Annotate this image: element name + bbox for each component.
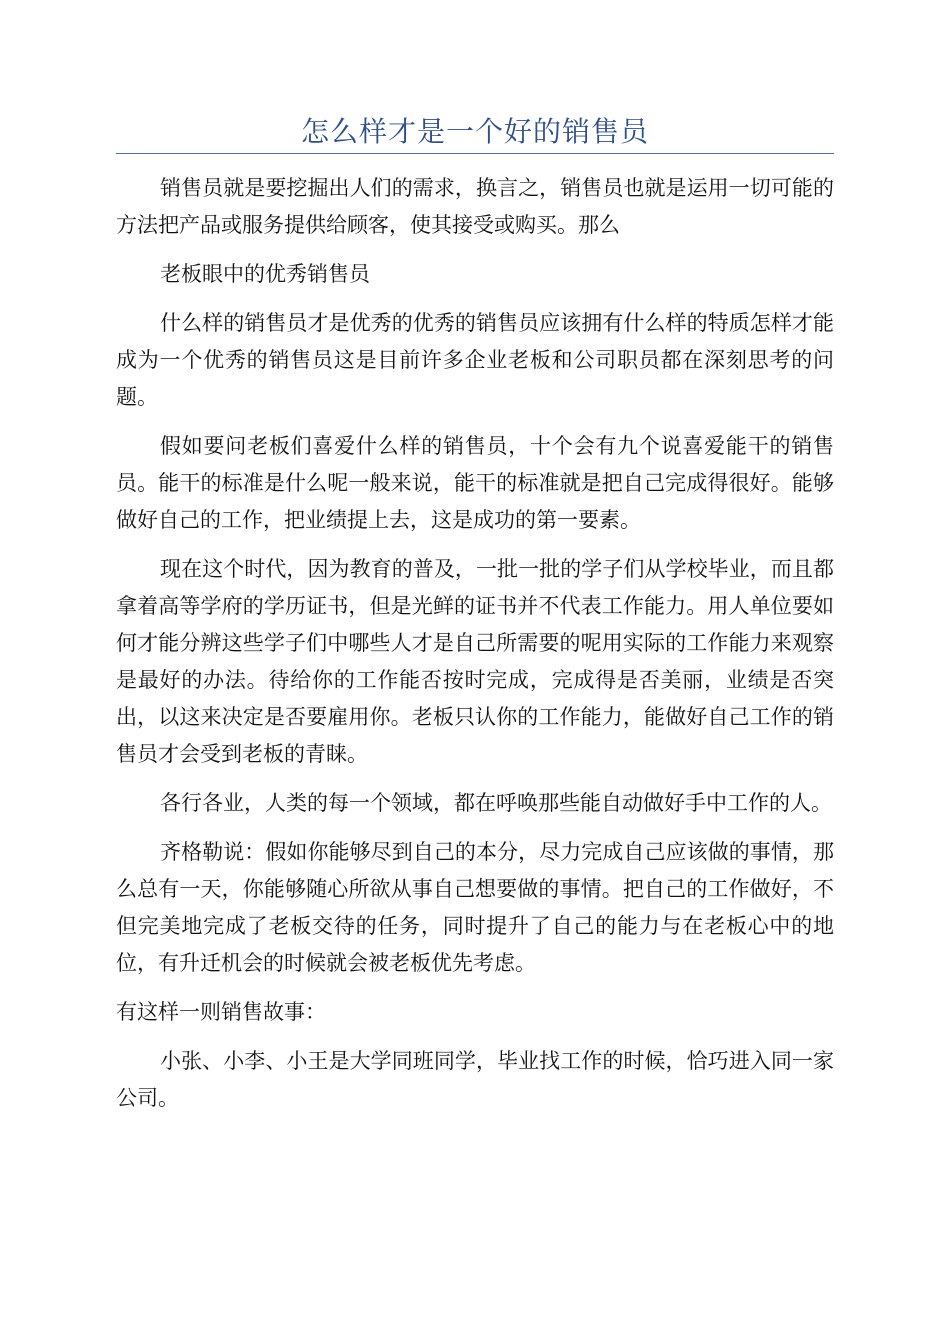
story-intro: 有这样一则销售故事：	[116, 1000, 326, 1024]
document-title: 怎么样才是一个好的销售员	[300, 115, 649, 148]
paragraph: 什么样的销售员才是优秀的优秀的销售员应该拥有什么样的特质怎样才能成为一个优秀的销售员这是目前许多企业老板和公司职员都在深刻思考的问题。	[116, 311, 834, 409]
paragraph: 齐格勒说：假如你能够尽到自己的本分，尽力完成自己应该做的事情，那么总有一天，你能够随心所欲从事自己想要做的事情。把自己的工作做好，不但完美地完成了老板交待的任务，同时提升了自己的能力与在老板心中的地位，有升迁机会的时候就会被老板优先考虑。	[116, 840, 834, 975]
title-underline	[116, 153, 834, 154]
paragraph: 小张、小李、小王是大学同班同学，毕业找工作的时候，恰巧进入同一家公司。	[116, 1049, 834, 1110]
paragraph: 假如要问老板们喜爱什么样的销售员，十个会有九个说喜爱能干的销售员。能干的标准是什么呢一般来说，能干的标准就是把自己完成得很好。能够做好自己的工作，把业绩提上去，这是成功的第一要素。	[116, 434, 834, 532]
paragraph: 各行各业，人类的每一个领域，都在呼唤那些能自动做好手中工作的人。	[160, 791, 832, 815]
paragraph: 现在这个时代，因为教育的普及，一批一批的学子们从学校毕业，而且都拿着高等学府的学历证书，但是光鲜的证书并不代表工作能力。用人单位要如何才能分辨这些学子们中哪些人才是自己所需要的呢用实际的工作能力来观察是最好的办法。待给你的工作能否按时完成，完成得是否美丽，业绩是否突出，以这来决定是否要雇用你。老板只认你的工作能力，能做好自己工作的销售员才会受到老板的青睐。	[116, 557, 834, 766]
paragraph: 销售员就是要挖掘出人们的需求，换言之，销售员也就是运用一切可能的方法把产品或服务提供给顾客，使其接受或购买。那么	[116, 176, 834, 237]
section-heading: 老板眼中的优秀销售员	[160, 262, 370, 286]
document-body	[116, 170, 834, 1129]
